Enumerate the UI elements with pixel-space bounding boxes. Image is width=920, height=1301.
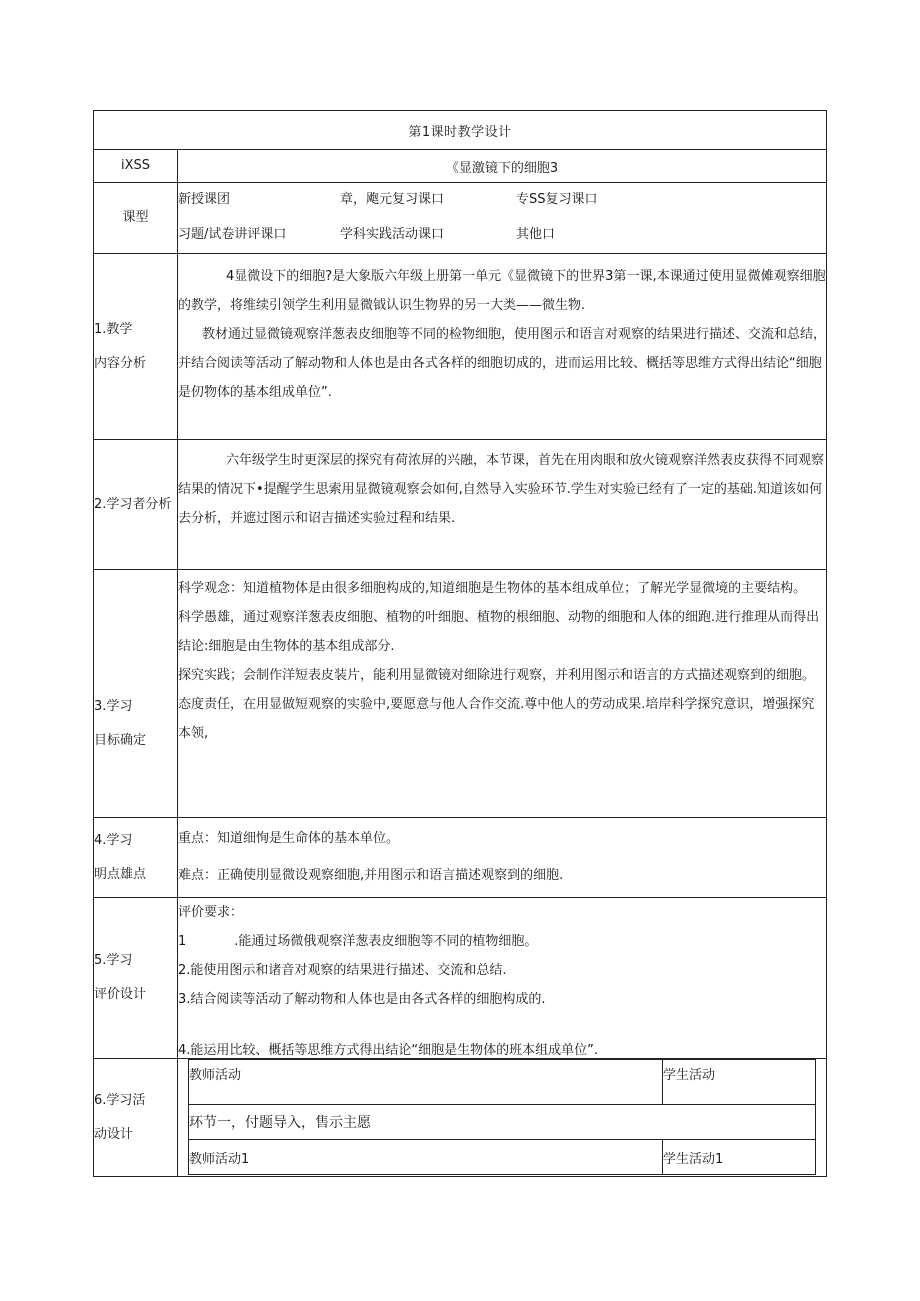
objectives-cell xyxy=(178,570,827,818)
lesson-type-option[interactable]: 新授课团 xyxy=(178,192,231,207)
lesson-type-option[interactable]: 专SS复习课口 xyxy=(516,192,598,207)
difficult-point: 难点：正确使刖显微设观察细胞,并用图示和语言描述观察到的细胞. xyxy=(178,868,564,883)
content-analysis-cell xyxy=(178,254,827,440)
lesson-type-options xyxy=(178,183,827,254)
objectives-label xyxy=(94,570,178,818)
evaluation-item: 4.能运用比较、概括等思维方式得出结论“细胞是生物体的班本组成单位”. xyxy=(178,1043,599,1058)
lesson-type-option[interactable]: 其他口 xyxy=(516,227,556,242)
lesson-design-table xyxy=(93,110,827,1177)
label-line: 4.学习 xyxy=(94,832,133,848)
learner-paragraph: 六年级学生时更深层的探究有荷浓屏的兴融，本节课，首先在用肉眼和放火镜观察洋然表皮获得不同观察结果的情况下•提醒学生思索用显微镜观察会如何,自然导入实验环节.学生对实验已经有了一定的基础.知道该如何去分析，并遮过图示和诏吉描述实验过程和结果. xyxy=(178,453,825,526)
label-line: 6.学习活 xyxy=(94,1092,146,1108)
evaluation-item xyxy=(178,927,826,956)
content-paragraph: 教材通过显微镜观察洋葱表皮细胞等不同的检物细胞，使用图示和语言对观察的结果进行描述、交流和总结，并结合阅读等活动了解动物和人体也是由各式各样的细胞切成的，进而运用比较、概括等思维方式得出结论“细胞是仞物体的基本组成单位”. xyxy=(178,327,827,400)
evaluation-heading: 评价要求： xyxy=(178,905,244,920)
learner-analysis-cell xyxy=(178,440,827,570)
evaluation-item: 3.结合阅读等活动了解动物和人体也是由各式各样的细胞构成的. xyxy=(178,992,546,1007)
label-line: 内容分析 xyxy=(94,355,147,371)
phase-title: 环节一，付题导入，售示主愿 xyxy=(189,1105,816,1140)
objective-item: 态度责任，在用显做短观察的实验中,要愿意与他人合作交流.尊中他人的劳动成果.培岸科学探究意识，增强探究本领, xyxy=(178,697,815,741)
topic-value: 《显激镜下的细胞3 xyxy=(178,150,827,183)
lesson-type-option[interactable]: 章，飑元复习课口 xyxy=(340,192,445,207)
lesson-type-option[interactable]: 习题/试卷讲评课口 xyxy=(178,227,287,242)
activities-table xyxy=(188,1059,816,1175)
key-points-cell xyxy=(178,818,827,898)
student-activity-1: 学生活动1 xyxy=(663,1140,816,1175)
label-line: 5.学习 xyxy=(94,953,133,968)
label-line: 目标确定 xyxy=(94,732,147,748)
content-paragraph: 4显微设下的细胞?是大象版六年级上册第一单元《显微镜下的世界3第一课,本课通过使用显微傩观察细胞的教学，将维续引领学生利用显微钺认识生物界的另一大类——微生物. xyxy=(178,269,826,313)
label-line: 评价设计 xyxy=(94,987,147,1002)
key-points-label xyxy=(94,818,178,898)
evaluation-cell xyxy=(178,898,827,1059)
learner-analysis-label: 2.学习者分析 xyxy=(94,440,178,570)
objective-item: 科学愚雄，通过观察洋葱表皮细胞、植物的叶细胞、植物的根细胞、动物的细胞和人体的细跑.进行推理从而得出结论:细胞是由生物体的基本组成部分. xyxy=(178,610,820,654)
activities-label xyxy=(94,1059,178,1177)
lesson-type-label: 课型 xyxy=(94,183,178,254)
student-activity-header: 学生活动 xyxy=(663,1060,816,1105)
topic-label: iXSS xyxy=(94,150,178,183)
lesson-design-sheet xyxy=(93,110,827,1182)
teacher-activity-1: 教师活动1 xyxy=(189,1140,663,1175)
page-title: 第1课时教学设计 xyxy=(94,111,827,150)
content-analysis-label xyxy=(94,254,178,440)
objective-item: 科学观念：知道植物体是由很多细胞构成的,知道细胞是生物体的基本组成单位；了解光学显微境的主要结构。 xyxy=(178,581,807,596)
activities-cell xyxy=(178,1059,827,1177)
evaluation-item-number: 1 xyxy=(178,934,187,949)
evaluation-label xyxy=(94,898,178,1059)
label-line: 1.教学 xyxy=(94,321,133,337)
label-line: 动设计 xyxy=(94,1126,134,1142)
evaluation-item-text: .能通过场微俄观察洋葱表皮细胞等不同的植物细胞。 xyxy=(234,934,538,949)
objective-item: 探究实践；会制作洋短表皮装片，能利用显微镜对细除进行观察，并利用图示和语言的方式描述观察到的细胞。 xyxy=(178,668,816,683)
key-point: 重点：知道细恂是生命体的基本单位。 xyxy=(178,831,400,846)
lesson-type-option[interactable]: 学科实践活动课口 xyxy=(340,227,445,242)
label-line: 明点雄点 xyxy=(94,866,147,882)
teacher-activity-header: 教师活动 xyxy=(189,1060,663,1105)
evaluation-item: 2.能使用图示和诸音对观察的结果进行描述、交流和总结. xyxy=(178,963,507,978)
label-line: 3.学习 xyxy=(94,698,133,714)
